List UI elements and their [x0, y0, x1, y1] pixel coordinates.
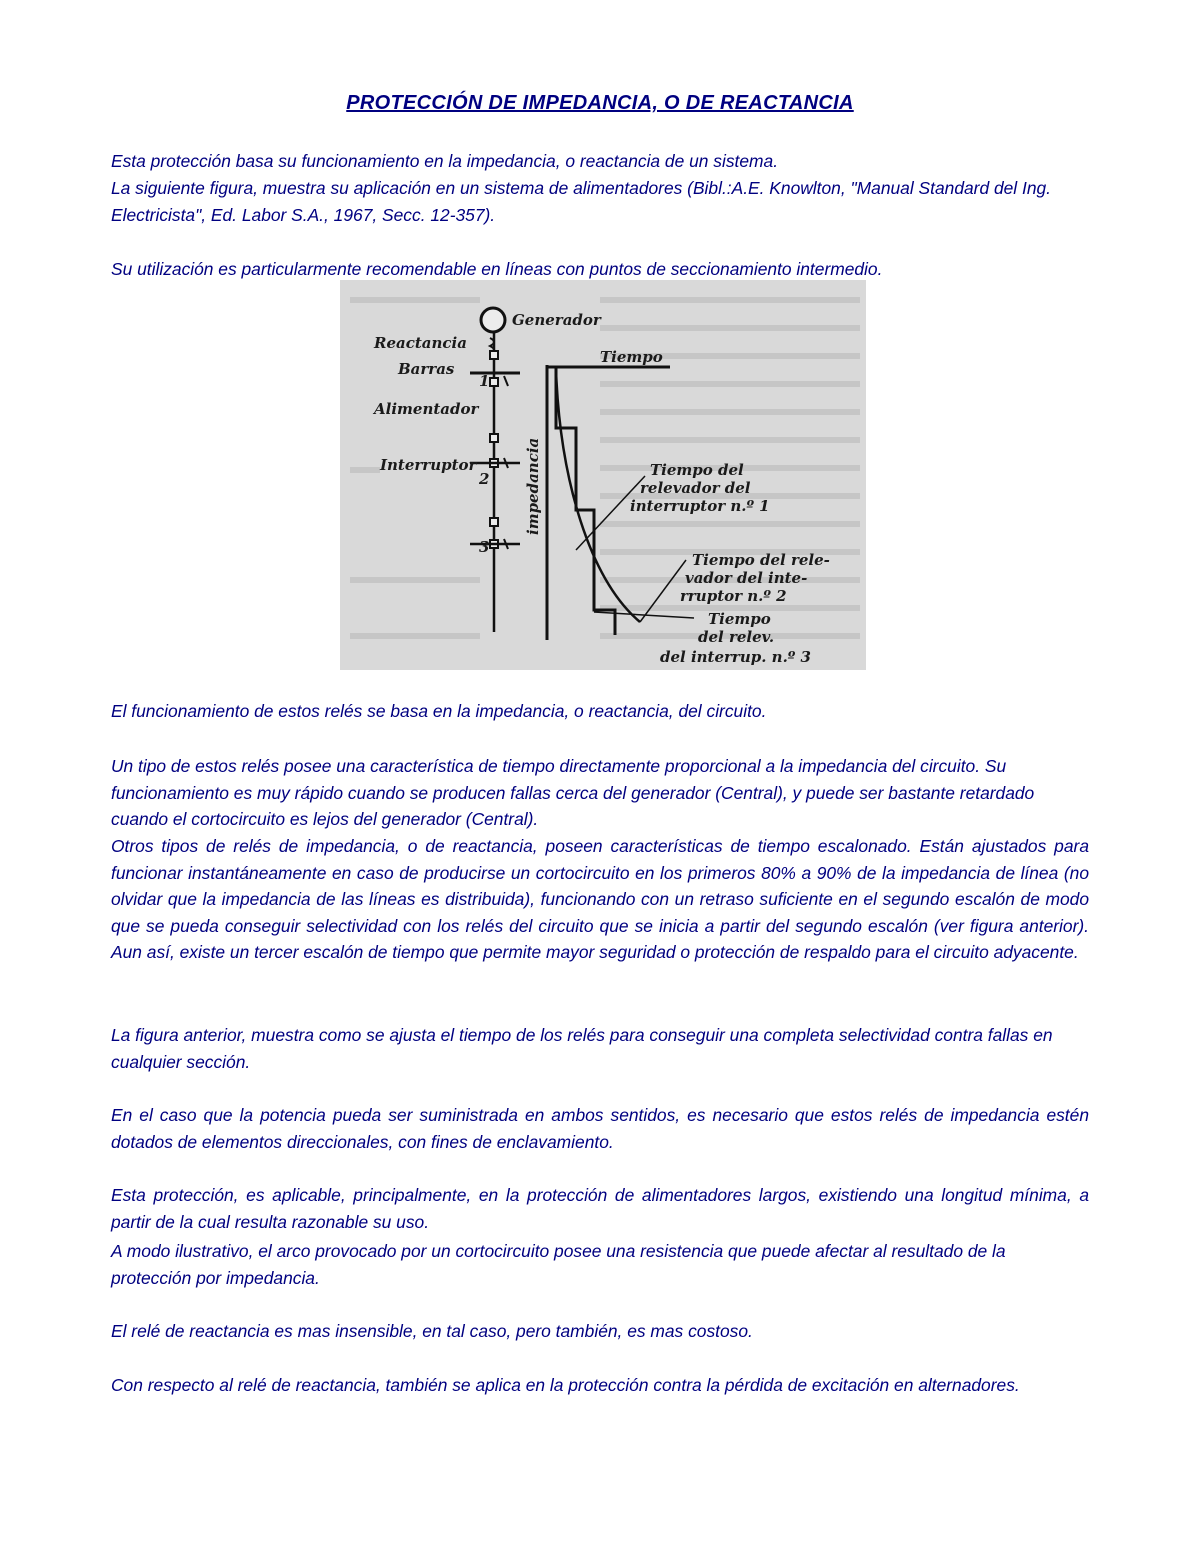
- label-num-3: 3: [479, 538, 490, 556]
- body-paragraph-5: En el caso que la potencia pueda ser suministrada en ambos sentidos, es necesario que estos relés de impedancia estén dotados de elementos direccionales, con fines de enclavamiento.: [111, 1105, 1089, 1152]
- breaker-1-icon: [490, 378, 498, 386]
- label-alimentador: Alimentador: [374, 400, 479, 418]
- label-num-1: 1: [479, 372, 490, 390]
- label-num-2: 2: [479, 470, 490, 488]
- body-paragraph-1: El funcionamiento de estos relés se basa en la impedancia, o reactancia, del circuito.: [111, 701, 767, 721]
- body-paragraph-7: A modo ilustrativo, el arco provocado por un cortocircuito posee una resistencia que puede afectar al resultado de la protección por impedancia.: [111, 1241, 1006, 1288]
- label-t2-line2: vador del inte-: [685, 569, 808, 587]
- feeder-impedance-figure: [340, 280, 866, 670]
- body-paragraph-9: Con respecto al relé de reactancia, también se aplica en la protección contra la pérdida de excitación en alternadores.: [111, 1375, 1020, 1395]
- intro-paragraph-2: La siguiente figura, muestra su aplicación en un sistema de alimentadores (Bibl.:A.E. Knowlton, "Manual Standard del Ing. Electricista", Ed. Labor S.A., 1967, Secc. 12-357).: [111, 178, 1052, 225]
- label-reactancia: Reactancia: [374, 334, 467, 352]
- usage-paragraph: Su utilización es particularmente recomendable en líneas con puntos de seccionamiento intermedio.: [111, 259, 883, 279]
- page-title: PROTECCIÓN DE IMPEDANCIA, O DE REACTANCIA: [346, 92, 854, 114]
- figure-diagram: [340, 280, 866, 670]
- label-barras: Barras: [398, 360, 455, 378]
- label-t1-line2: relevador del: [640, 479, 751, 497]
- body-paragraph-3: Otros tipos de relés de impedancia, o de reactancia, poseen características de tiempo escalonado. Están ajustados para funcionar instantáneamente en caso de producirse un cortocircuito en los primeros 80% a 90% de la impedancia de línea (no olvidar que la impedancia de las líneas es distribuida), funcionando con un retraso suficiente en el segundo escalón de modo que se pueda conseguir selectividad con los relés del circuito que se inicia a partir del segundo escalón (ver figura anterior). Aun así, existe un tercer escalón de tiempo que permite mayor seguridad o protección de respaldo para el circuito adyacente.: [111, 836, 1089, 962]
- intro-paragraph-1: Esta protección basa su funcionamiento en la impedancia, o reactancia de un sistema.: [111, 151, 779, 171]
- label-generador: Generador: [512, 311, 601, 329]
- label-t1-line3: interruptor n.º 1: [630, 497, 770, 515]
- body-paragraph-2: Un tipo de estos relés posee una característica de tiempo directamente proporcional a la impedancia del circuito. Su funcionamiento es muy rápido cuando se producen fallas cerca del generador (Central), y puede ser bastante retardado cuando el cortocircuito es lejos del generador (Central).: [111, 756, 1035, 829]
- label-tiempo: Tiempo: [600, 348, 663, 366]
- label-t1-line1: Tiempo del: [650, 461, 744, 479]
- breaker-section-2-icon: [490, 518, 498, 526]
- label-t3-line3: del interrup. n.º 3: [660, 648, 811, 666]
- breaker-section-icon: [490, 434, 498, 442]
- reactance-box: [490, 351, 498, 359]
- body-paragraph-4: La figura anterior, muestra como se ajusta el tiempo de los relés para conseguir una completa selectividad contra fallas en cualquier sección.: [111, 1025, 1053, 1072]
- label-impedancia: impedancia: [524, 437, 542, 535]
- label-t3-line1: Tiempo: [708, 610, 771, 628]
- generator-symbol: [481, 308, 505, 332]
- label-t3-line2: del relev.: [698, 628, 775, 646]
- label-interruptor: Interruptor: [380, 456, 477, 474]
- body-paragraph-6: Esta protección, es aplicable, principalmente, en la protección de alimentadores largos, existiendo una longitud mínima, a partir de la cual resulta razonable su uso.: [111, 1185, 1089, 1232]
- body-paragraph-8: El relé de reactancia es mas insensible, en tal caso, pero también, es mas costoso.: [111, 1321, 753, 1341]
- label-t2-line1: Tiempo del rele-: [692, 551, 830, 569]
- label-t2-line3: rruptor n.º 2: [680, 587, 787, 605]
